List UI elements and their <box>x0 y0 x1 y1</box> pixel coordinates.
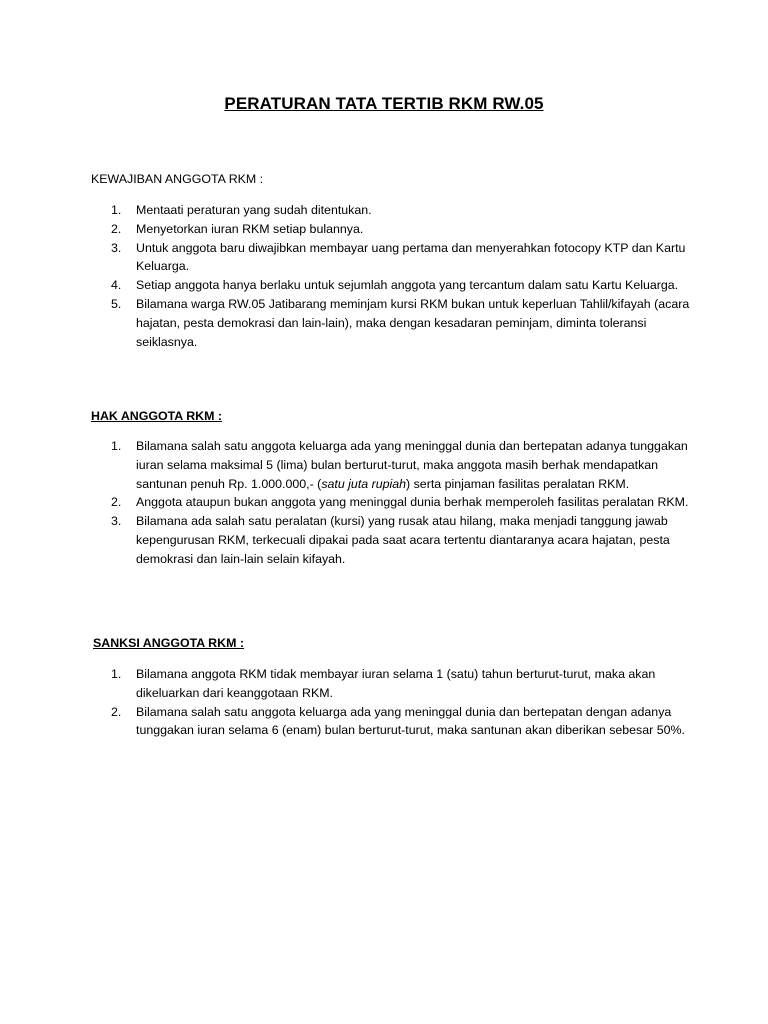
sanksi-list <box>91 665 691 740</box>
kewajiban-list <box>91 201 691 351</box>
item-number: 2. <box>111 221 122 236</box>
item-text: Bilamana salah satu anggota keluarga ada yang meninggal dunia dan bertepatan adanya tunggakan iuran selama maksimal 5 (lima) bulan berturut-turut, maka anggota masih berhak mendapatkan santunan penuh Rp. 1.000.000,- (satu juta rupiah) serta pinjaman fasilitas peralatan RKM. <box>136 439 688 491</box>
item-number: 3. <box>111 514 122 529</box>
item-number: 2. <box>111 495 122 510</box>
list-item <box>91 512 691 568</box>
list-item <box>91 703 691 741</box>
emphasized-text: satu juta rupiah <box>321 476 407 491</box>
item-number: 3. <box>111 240 122 255</box>
list-item <box>91 295 691 351</box>
item-number: 1. <box>111 667 122 681</box>
item-text: Bilamana warga RW.05 Jatibarang meminjam kursi RKM bukan untuk keperluan Tahlil/kifayah (acara hajatan, pesta demokrasi dan lain-lain), maka dengan kesadaran peminjam, diminta toleransi seiklasnya. <box>136 296 690 349</box>
list-item <box>91 437 691 493</box>
section-heading-sanksi: SANKSI ANGGOTA RKM : <box>93 636 244 650</box>
item-text: Bilamana anggota RKM tidak membayar iuran selama 1 (satu) tahun berturut-turut, maka akan dikeluarkan dari keanggotaan RKM. <box>136 667 656 700</box>
document-title: PERATURAN TATA TERTIB RKM RW.05 <box>224 94 544 113</box>
item-number: 2. <box>111 704 122 719</box>
item-number: 5. <box>111 296 122 311</box>
list-item <box>91 493 691 512</box>
item-number: 1. <box>111 439 122 453</box>
section-heading-hak: HAK ANGGOTA RKM : <box>91 409 223 423</box>
list-item <box>91 665 691 703</box>
item-text: Bilamana ada salah satu peralatan (kursi) yang rusak atau hilang, maka menjadi tanggung jawab kepengurusan RKM, terkecuali dipakai pada saat acara tertentu diantaranya acara hajatan, pesta demokrasi dan lain-lain selain kifayah. <box>136 514 670 566</box>
item-text: Menyetorkan iuran RKM setiap bulannya. <box>136 221 364 236</box>
hak-list <box>91 437 691 569</box>
item-text: Untuk anggota baru diwajibkan membayar uang pertama dan menyerahkan fotocopy KTP dan Kartu Keluarga. <box>136 240 686 274</box>
item-text: Mentaati peraturan yang sudah ditentukan. <box>136 203 372 217</box>
item-number: 4. <box>111 278 122 293</box>
item-text: Bilamana salah satu anggota keluarga ada yang meninggal dunia dan bertepatan dengan adanya tunggakan iuran selama 6 (enam) bulan berturut-turut, maka santunan akan diberikan sebesar 50%. <box>136 704 685 738</box>
item-text: Setiap anggota hanya berlaku untuk sejumlah anggota yang tercantum dalam satu Kartu Keluarga. <box>136 278 679 293</box>
section-heading-kewajiban: KEWAJIBAN ANGGOTA RKM : <box>91 172 264 186</box>
list-item <box>91 276 691 295</box>
item-text: Anggota ataupun bukan anggota yang meninggal dunia berhak memperoleh fasilitas peralatan RKM. <box>136 495 689 510</box>
item-number: 1. <box>111 203 122 217</box>
list-item <box>91 201 691 220</box>
list-item <box>91 239 691 277</box>
list-item <box>91 220 691 239</box>
